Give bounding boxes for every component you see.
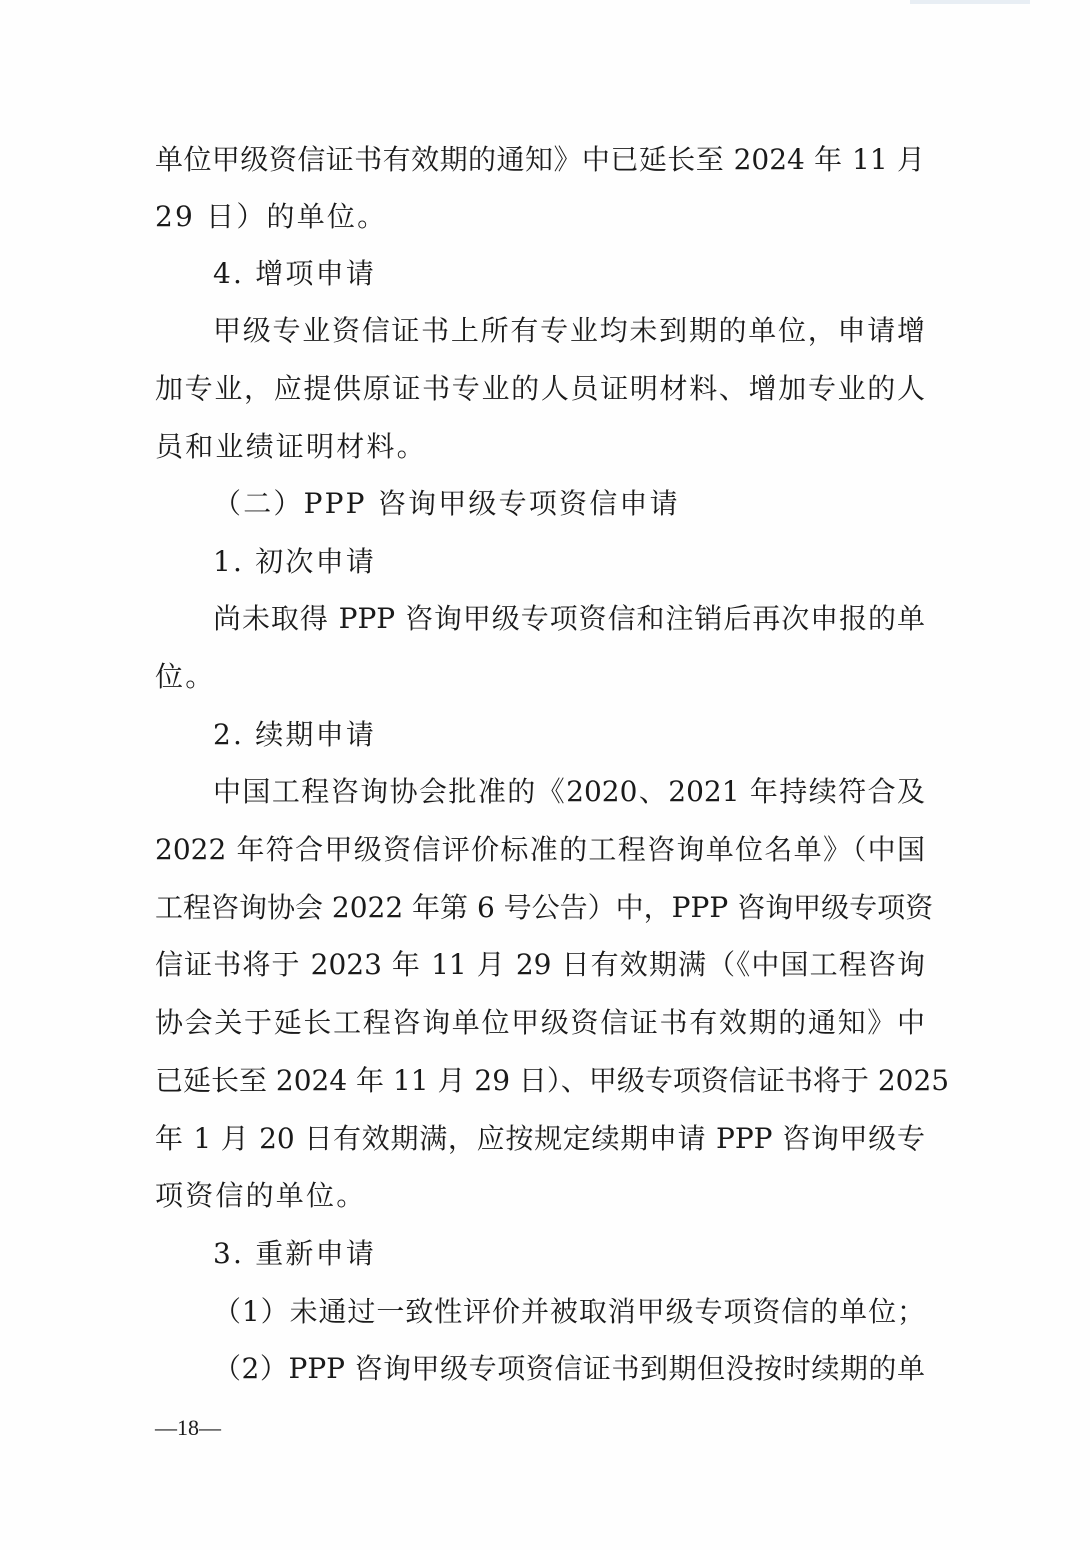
text-line: 信证书将于 2023 年 11 月 29 日有效期满（《中国工程咨询 [155,948,925,981]
text-line: 项资信的单位。 [155,1179,367,1212]
text-line: 协会关于延长工程咨询单位甲级资信证书有效期的通知》中 [155,1006,925,1039]
page-number: —18— [155,1415,221,1440]
text-line: 2022 年符合甲级资信评价标准的工程咨询单位名单》（中国 [155,833,925,866]
text-line: 甲级专业资信证书上所有专业均未到期的单位，申请增 [213,314,925,347]
text-line: 加专业，应提供原证书专业的人员证明材料、增加专业的人 [155,372,925,405]
section-heading: 2. 续期申请 [213,718,377,751]
scan-artifact [910,0,1030,4]
section-heading: （二）PPP 咨询甲级专项资信申请 [213,487,680,520]
text-line: 年 1 月 20 日有效期满，应按规定续期申请 PPP 咨询甲级专 [155,1122,925,1155]
text-line: （2）PPP 咨询甲级专项资信证书到期但没按时续期的单 [213,1352,925,1385]
text-line: （1）未通过一致性评价并被取消甲级专项资信的单位； [213,1295,925,1328]
text-line: 尚未取得 PPP 咨询甲级专项资信和注销后再次申报的单 [213,602,925,635]
section-heading: 3. 重新申请 [213,1237,377,1270]
text-line: 已延长至 2024 年 11 月 29 日）、甲级专项资信证书将于 2025 [155,1064,950,1097]
text-line: 位。 [155,660,216,693]
text-line: 中国工程咨询协会批准的《2020、2021 年持续符合及 [213,775,925,808]
section-heading: 4. 增项申请 [213,257,377,290]
section-heading: 1. 初次申请 [213,545,377,578]
text-line: 单位甲级资信证书有效期的通知》中已延长至 2024 年 11 月 [155,143,925,176]
text-line: 工程咨询协会 2022 年第 6 号公告）中，PPP 咨询甲级专项资 [155,891,934,924]
text-line: 员和业绩证明材料。 [155,430,427,463]
text-line: 29 日）的单位。 [155,200,388,233]
